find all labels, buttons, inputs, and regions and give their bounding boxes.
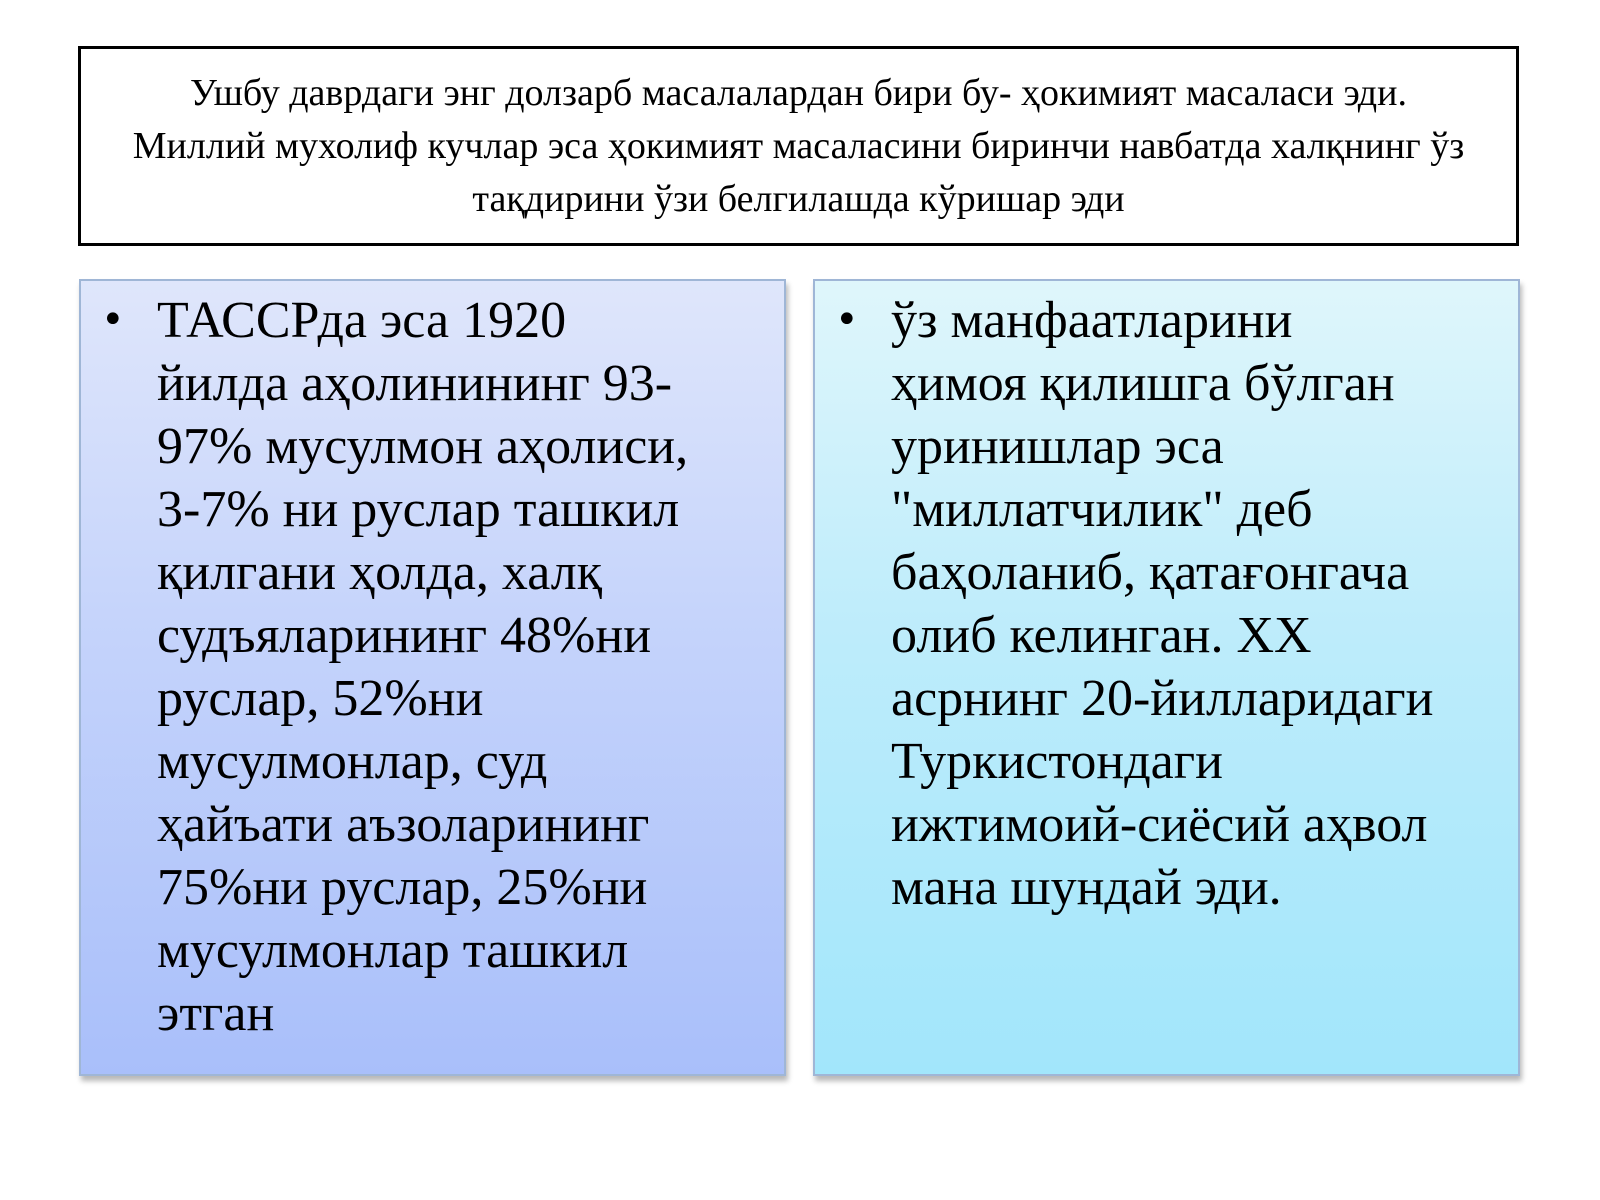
- left-bullet-item: [101, 289, 766, 1045]
- bullet-icon: •: [835, 297, 859, 343]
- header-text: Ушбу даврдаги энг долзарб масалалардан бири бу- ҳокимият масаласи эди. Миллий мухолиф кучлар эса ҳокимият масаласини биринчи навбатда халқнинг ўз тақдирини ўзи белгилашда кўришар эди: [132, 71, 1465, 220]
- left-panel: [79, 279, 786, 1076]
- left-panel-text: ТАССРда эса 1920 йилда аҳолинининг 93- 97% мусулмон аҳолиси, 3-7% ни руслар ташкил қилгани ҳолда, халқ судъяларининг 48%ни руслар, 52%ни мусулмонлар, суд ҳайъати аъзоларининг 75%ни руслар, 25%ни мусулмонлар ташкил этган: [157, 292, 689, 1042]
- right-panel-text: ўз манфаатларини ҳимоя қилишга бўлган уринишлар эса "миллатчилик" деб баҳоланиб, қатағонгача олиб келинган. XX асрнинг 20-йилларидаги Туркистондаги ижтимоий-сиёсий аҳвол мана шундай эди.: [891, 292, 1434, 916]
- right-panel: [813, 279, 1520, 1076]
- bullet-icon: •: [101, 297, 125, 343]
- right-bullet-item: [835, 289, 1506, 919]
- header-box: [78, 46, 1519, 246]
